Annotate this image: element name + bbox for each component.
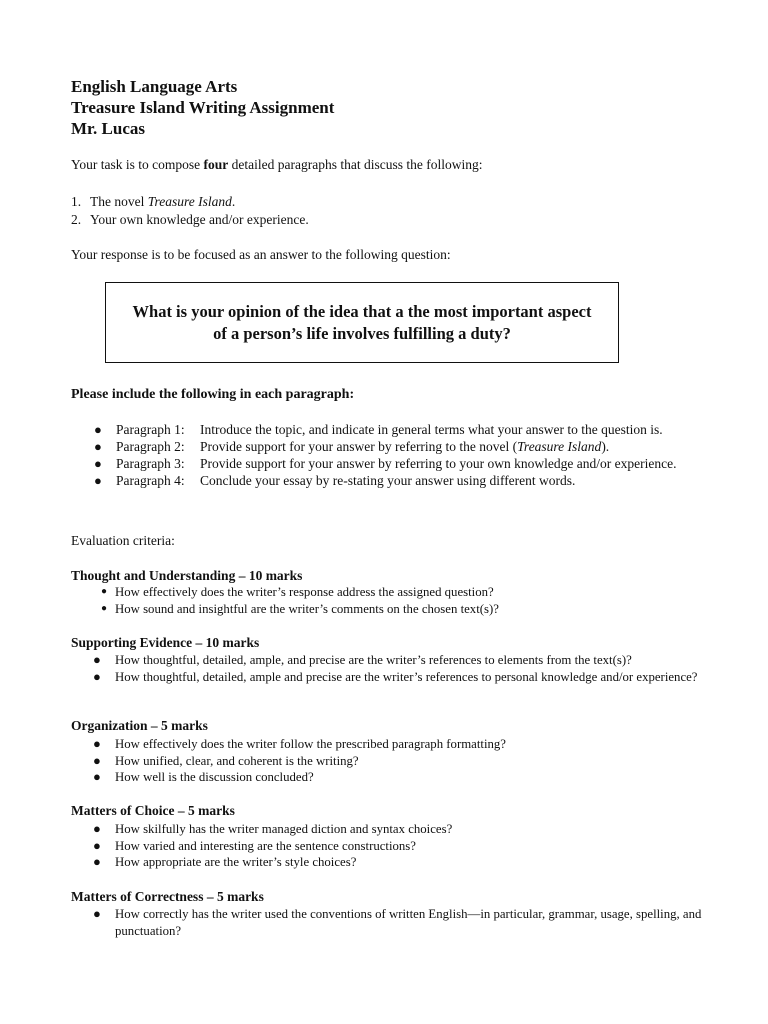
list-item: ● How correctly has the writer used the conventions of written English—in particular, grammar, usage, spelling, and punctuation? — [93, 906, 702, 938]
criteria-list — [91, 584, 731, 617]
bullet-icon: ● — [93, 837, 101, 853]
criteria-heading: Supporting Evidence – 10 marks — [71, 635, 260, 650]
criteria-list — [91, 736, 731, 786]
criteria-heading: Matters of Choice – 5 marks — [71, 803, 235, 818]
bullet-icon: ● — [101, 602, 108, 614]
bullet-icon: ● — [93, 821, 101, 836]
list-item: 2. Your own knowledge and/or experience. — [71, 212, 309, 227]
criteria-heading: Matters of Correctness – 5 marks — [71, 889, 264, 904]
bullet-icon: ● — [93, 668, 101, 684]
list-item: ● How appropriate are the writer’s style choices? — [93, 854, 357, 869]
bullet-icon: ● — [94, 456, 102, 471]
bullet-icon: ● — [93, 736, 101, 751]
bullet-icon: ● — [93, 854, 101, 869]
list-item: ● Paragraph 4: Conclude your essay by re-stating your answer using different words. — [94, 473, 576, 488]
list-item: ● How thoughtful, detailed, ample and precise are the writer’s references to personal knowledge and/or experience? — [93, 668, 698, 684]
list-item: ● How well is the discussion concluded? — [93, 769, 314, 784]
bullet-icon: ● — [94, 422, 102, 437]
criteria-list — [91, 652, 711, 685]
evaluation-label: Evaluation criteria: — [71, 533, 175, 548]
criteria-heading: Thought and Understanding – 10 marks — [71, 568, 303, 583]
list-item: ● Paragraph 2: Provide support for your answer by referring to the novel (Treasure Island). — [94, 439, 610, 454]
list-item: ● Paragraph 1: Introduce the topic, and indicate in general terms what your answer to the question is. — [94, 422, 663, 437]
list-item: ● How thoughtful, detailed, ample, and precise are the writer’s references to elements from the text(s)? — [93, 652, 632, 667]
list-item: ● How skilfully has the writer managed diction and syntax choices? — [93, 821, 453, 836]
document-header — [71, 76, 334, 139]
bullet-icon: ● — [93, 752, 101, 768]
list-item: ● How effectively does the writer follow the prescribed paragraph formatting? — [93, 736, 506, 751]
criteria-heading: Organization – 5 marks — [71, 718, 208, 733]
list-item: 1. The novel Treasure Island. — [71, 194, 236, 209]
list-item: ● Paragraph 3: Provide support for your answer by referring to your own knowledge and/or experience. — [94, 456, 677, 471]
bullet-icon: ● — [93, 652, 101, 667]
list-item: ● How varied and interesting are the sentence constructions? — [93, 837, 416, 853]
bullet-icon: ● — [101, 586, 108, 597]
response-focus: Your response is to be focused as an answer to the following question: — [71, 247, 451, 262]
bullet-icon: ● — [94, 473, 102, 488]
criteria-list — [91, 821, 731, 871]
list-item: ● How effectively does the writer’s response address the assigned question? — [101, 585, 494, 599]
bullet-icon: ● — [93, 769, 101, 784]
numbered-list — [71, 193, 309, 229]
assignment-title: Treasure Island Writing Assignment — [71, 98, 335, 117]
question-box — [105, 282, 619, 363]
task-count: four — [203, 157, 229, 172]
teacher-name: Mr. Lucas — [71, 119, 145, 138]
course-title: English Language Arts — [71, 77, 238, 96]
include-heading: Please include the following in each paragraph: — [71, 387, 355, 402]
list-item: ● How unified, clear, and coherent is the writing? — [93, 752, 359, 768]
bullet-icon: ● — [93, 906, 101, 921]
criteria-list — [91, 906, 731, 939]
question-text: What is your opinion of the idea that a the most important aspect of a person’s life involves fulfilling a duty? — [132, 301, 592, 343]
bullet-icon: ● — [94, 439, 102, 454]
paragraph-list — [91, 421, 751, 489]
task-statement: Your task is to compose four detailed paragraphs that discuss the following: — [71, 157, 483, 172]
list-item: ● How sound and insightful are the writer’s comments on the chosen text(s)? — [101, 601, 499, 616]
